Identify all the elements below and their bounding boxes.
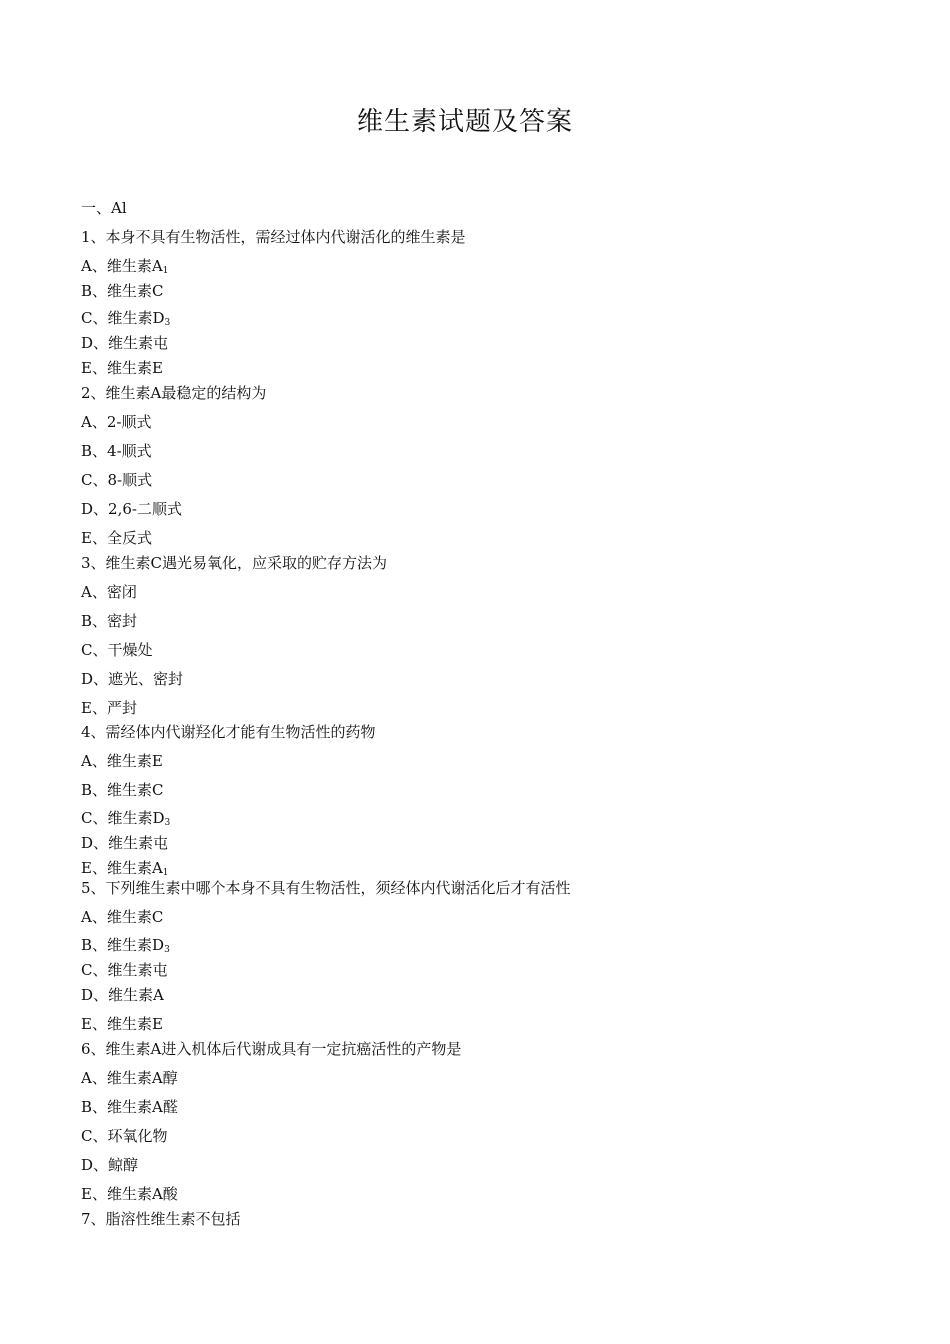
option: C、维生素$D_3$ [81, 809, 171, 828]
question-stem: 4、需经体内代谢羟化才能有生物活性的药物 [81, 723, 376, 741]
option: B、维生素C [81, 781, 164, 799]
option: E、维生素$A_1$ [81, 859, 169, 878]
question-stem: 3、维生素C遇光易氧化，应采取的贮存方法为 [81, 554, 388, 572]
option: C、环氧化物 [81, 1127, 168, 1145]
section-heading: 一、Al [81, 199, 127, 217]
option: A、维生素E [81, 752, 163, 770]
question-stem: 5、下列维生素中哪个本身不具有生物活性，须经体内代谢活化后才有活性 [81, 879, 571, 897]
option: D、2,6-二顺式 [81, 500, 182, 518]
option: D、维生素A [81, 986, 164, 1004]
option: E、维生素E [81, 359, 163, 377]
question-stem: 6、维生素A进入机体后代谢成具有一定抗癌活性的产物是 [81, 1040, 462, 1058]
option: C、干燥处 [81, 641, 153, 659]
option: D、遮光、密封 [81, 670, 184, 688]
option: B、维生素C [81, 282, 164, 300]
option: B、4-顺式 [81, 442, 152, 460]
option: D、维生素屯 [81, 334, 169, 352]
option: D、鲸醇 [81, 1156, 139, 1174]
question-stem: 7、脂溶性维生素不包括 [81, 1210, 241, 1228]
option: C、8-顺式 [81, 471, 153, 489]
option: A、维生素$A_1$ [81, 257, 169, 276]
option: D、维生素屯 [81, 834, 169, 852]
option: B、维生素A醛 [81, 1098, 178, 1116]
option: A、密闭 [81, 583, 137, 601]
option: C、维生素$D_3$ [81, 309, 171, 328]
option: A、2-顺式 [81, 413, 152, 431]
option: E、维生素E [81, 1015, 163, 1033]
option: A、维生素A醇 [81, 1069, 178, 1087]
option: E、全反式 [81, 529, 152, 547]
option: A、维生素C [81, 908, 164, 926]
option: C、维生素屯 [81, 961, 168, 979]
option: B、密封 [81, 612, 138, 630]
option: E、严封 [81, 699, 137, 717]
page-title: 维生素试题及答案 [356, 107, 573, 138]
question-stem: 2、维生素A最稳定的结构为 [81, 384, 267, 402]
question-stem: 1、本身不具有生物活性，需经过体内代谢活化的维生素是 [81, 228, 466, 246]
option: B、维生素$D_3$ [81, 936, 170, 955]
option: E、维生素A酸 [81, 1185, 178, 1203]
